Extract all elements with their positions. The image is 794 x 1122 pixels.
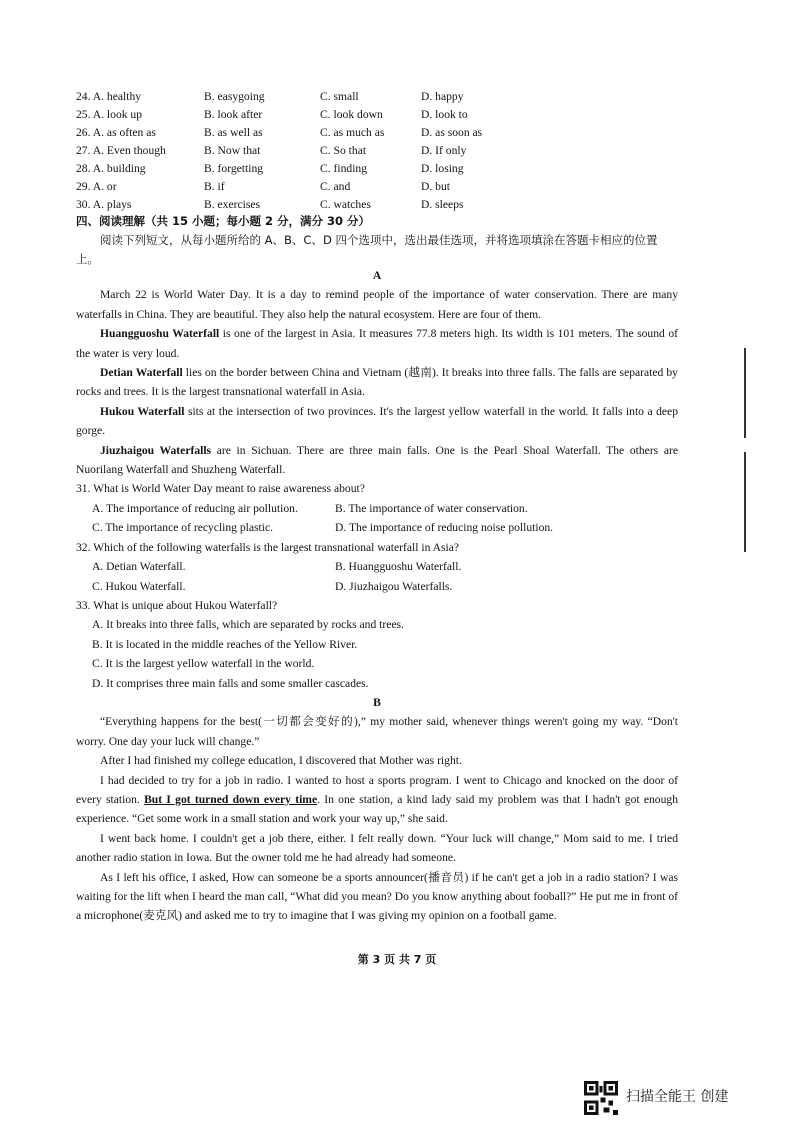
question-32-choices	[76, 577, 678, 596]
option-d[interactable]: D. but	[421, 180, 450, 193]
passage-a-paragraph	[76, 441, 678, 480]
option-a[interactable]: 30. A. plays	[76, 198, 132, 211]
waterfall-name: Hukou Waterfall	[100, 404, 185, 418]
question-32-choices	[76, 557, 678, 576]
choice-b[interactable]: B. Huangguoshu Waterfall.	[335, 560, 462, 574]
passage-a-paragraph	[76, 402, 678, 441]
choice-d[interactable]: D. The importance of reducing noise pollution.	[335, 521, 554, 535]
qr-code-icon	[584, 1081, 618, 1115]
question-32-stem: 32. Which of the following waterfalls is the largest transnational waterfall in Asia?	[76, 540, 460, 554]
passage-b-paragraph: As I left his office, I asked, How can someone be a sports announcer(播音员) if he can't get a job in a radio station? I was waiting for the lift when I heard the man call, “What did you mean? Do you know anything about fooball?” He put me in front of a microphone(麦克风) and asked me to try to imagine that I was giving my opinion on a football game.	[76, 870, 678, 923]
waterfall-name: Detian Waterfall	[100, 366, 183, 380]
option-a[interactable]: 25. A. look up	[76, 108, 143, 121]
choice-d[interactable]: D. It comprises three main falls and some smaller cascades.	[92, 676, 369, 690]
passage-b-paragraph: I went back home. I couldn't get a job there, either. I felt really down. “Your luck will change,” Mom said to me. I tried another radio station in Iowa. But the owner told me he had already had someone.	[76, 831, 678, 865]
scan-margin-mark	[744, 348, 746, 438]
passage-a-paragraph	[76, 363, 678, 402]
paragraph-text: . In one station, a kind lady said my problem was that I hadn't got enough experience. “Get some work in a small station and work your way up,” she said.	[76, 792, 678, 826]
choice-d[interactable]: D. Jiuzhaigou Waterfalls.	[335, 579, 453, 593]
option-c[interactable]: C. and	[320, 180, 351, 193]
waterfall-name: Jiuzhaigou Waterfalls	[100, 443, 212, 457]
passage-a-paragraph	[76, 324, 678, 363]
question-33-stem: 33. What is unique about Hukou Waterfall?	[76, 598, 278, 612]
cloze-option-row	[76, 160, 676, 178]
option-d[interactable]: D. look to	[421, 108, 468, 121]
option-a[interactable]: 27. A. Even though	[76, 144, 166, 157]
choice-c[interactable]: C. Hukou Waterfall.	[92, 579, 186, 593]
paragraph-text: lies on the border between China and Vietnam (越南). It breaks into three falls. The falls are separated by rocks and trees. It is the largest transnational waterfall in Asia.	[76, 366, 678, 399]
section-instruction: 阅读下列短文，从每小题所给的 A、B、C、D 四个选项中，选出最佳选项，并将选项填涂在答题卡相应的位置上。	[76, 233, 658, 266]
option-a[interactable]: 28. A. building	[76, 162, 146, 175]
scan-margin-mark	[744, 452, 746, 552]
option-c[interactable]: C. finding	[320, 162, 368, 175]
choice-b[interactable]: B. The importance of water conservation.	[335, 501, 528, 515]
cloze-option-row	[76, 88, 676, 106]
reading-body	[76, 266, 678, 926]
question-31-stem: 31. What is World Water Day meant to raise awareness about?	[76, 482, 365, 496]
cloze-options	[76, 88, 676, 214]
page-footer: 第 3 页 共 7 页	[357, 953, 437, 966]
question-31-choices	[76, 518, 678, 537]
option-d[interactable]: D. losing	[421, 162, 464, 175]
paragraph-text: I had decided to try for a job in radio. I wanted to host a sports program. I went to Chicago and knocked on the door of every station.	[76, 773, 678, 806]
option-c[interactable]: C. So that	[320, 144, 367, 157]
choice-a[interactable]: A. It breaks into three falls, which are separated by rocks and trees.	[92, 618, 404, 632]
question-31-choices	[76, 499, 678, 518]
option-b[interactable]: B. look after	[204, 108, 263, 121]
cloze-option-row	[76, 106, 676, 124]
cloze-option-row	[76, 178, 676, 196]
option-d[interactable]: D. sleeps	[421, 198, 464, 211]
choice-c[interactable]: C. The importance of recycling plastic.	[92, 521, 274, 535]
passage-a-paragraph: March 22 is World Water Day. It is a day to remind people of the importance of water conservation. There are many waterfalls in China. They are beautiful. They also help the natural ecosystem. Here are four of them.	[76, 288, 678, 321]
choice-a[interactable]: A. Detian Waterfall.	[92, 560, 186, 574]
option-d[interactable]: D. happy	[421, 90, 464, 103]
option-b[interactable]: B. easygoing	[204, 90, 265, 103]
option-d[interactable]: D. If only	[421, 144, 467, 157]
option-b[interactable]: B. Now that	[204, 144, 261, 157]
cloze-option-row	[76, 124, 676, 142]
option-c[interactable]: C. as much as	[320, 126, 385, 139]
choice-a[interactable]: A. The importance of reducing air pollution.	[92, 501, 298, 515]
option-b[interactable]: B. as well as	[204, 126, 263, 139]
waterfall-name: Huangguoshu Waterfall	[100, 327, 220, 341]
passage-b-paragraph: After I had finished my college education, I discovered that Mother was right.	[100, 754, 462, 768]
option-b[interactable]: B. if	[204, 180, 225, 193]
option-c[interactable]: C. watches	[320, 198, 371, 211]
underlined-sentence: But I got turned down every time	[144, 792, 318, 806]
paragraph-text: sits at the intersection of two provinces. It's the largest yellow waterfall in the world. It falls into a deep gorge.	[76, 404, 678, 438]
choice-b[interactable]: B. It is located in the middle reaches of the Yellow River.	[92, 637, 358, 651]
passage-b-paragraph	[76, 771, 678, 829]
option-c[interactable]: C. look down	[320, 108, 383, 121]
option-b[interactable]: B. forgetting	[204, 162, 264, 175]
section-title: 四、阅读理解（共 15 小题；每小题 2 分，满分 30 分）	[76, 214, 371, 228]
option-b[interactable]: B. exercises	[204, 198, 261, 211]
option-a[interactable]: 26. A. as often as	[76, 126, 156, 139]
paragraph-text: are in Sichuan. There are three main falls. One is the Pearl Shoal Waterfall. The others are Nuorilang Waterfall and Shuzheng Waterfall.	[76, 443, 678, 477]
cloze-option-row	[76, 142, 676, 160]
scanner-watermark	[584, 1081, 728, 1115]
option-a[interactable]: 24. A. healthy	[76, 90, 142, 103]
option-c[interactable]: C. small	[320, 90, 359, 103]
passage-b-paragraph: “Everything happens for the best(一切都会变好的),” my mother said, whenever things weren't going my way. “Don't worry. One day your luck will change.”	[76, 715, 678, 748]
option-d[interactable]: D. as soon as	[421, 126, 483, 139]
option-a[interactable]: 29. A. or	[76, 180, 117, 193]
choice-c[interactable]: C. It is the largest yellow waterfall in the world.	[92, 657, 315, 671]
scanner-brand-text: 扫描全能王 创建	[626, 1089, 729, 1106]
passage-b-label: B	[373, 695, 381, 709]
passage-a-label: A	[372, 269, 382, 282]
paragraph-text: is one of the largest in Asia. It measures 77.8 meters high. Its width is 101 meters. The sound of the water is very loud.	[76, 327, 678, 360]
